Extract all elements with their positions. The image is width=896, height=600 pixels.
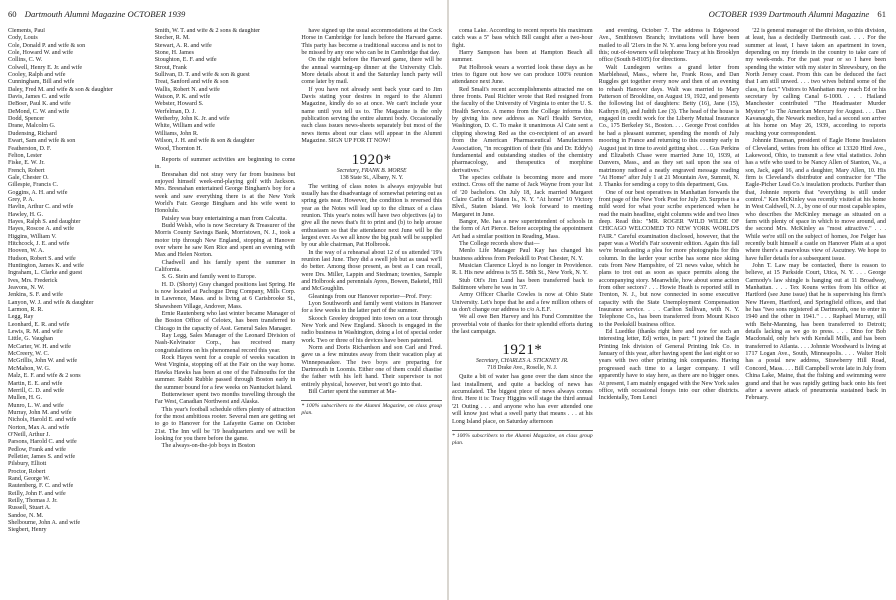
column-3 — [301, 28, 442, 596]
attendee-name: Cody, Louis — [8, 35, 38, 42]
attendee-name: Williams, John R. — [154, 130, 199, 137]
attendee-name: Siegbert, Henry — [8, 527, 47, 534]
attendee-name: Jeavons, N. W. — [8, 285, 45, 292]
attendee-name: Murray, John M. and wife — [8, 409, 72, 416]
attendee-name: Munro, L. W. and wife — [8, 402, 64, 409]
attendee-name: Parsons, Harold C. and wife — [8, 439, 77, 446]
attendee-name: Reilly, Thomas J. Jr. — [8, 498, 58, 504]
attendee-name: French, Robert — [8, 167, 45, 174]
class-year: 1920* — [351, 151, 392, 168]
attendee-list — [155, 28, 296, 153]
attendee-name: Grey, P. A. — [8, 196, 35, 203]
note-paragraph: Harry Sampson has been at Hampton Beach all summer. — [452, 50, 593, 64]
attendee-name: Gale, Chester O. — [8, 174, 49, 181]
attendee-name: Werfelman, D. J. — [154, 108, 196, 115]
attendee-name: Hayes, Roscoe A. and wife — [8, 226, 74, 233]
class-heading — [452, 342, 593, 372]
column-1 — [452, 28, 593, 596]
attendee-name: Collins, C. W. — [8, 57, 43, 64]
attendee-name: McCarter, W. H. and wife — [8, 343, 71, 350]
note-paragraph: Johnnie Eissman, president of Eagle Home Insulators of Cleveland, writes from his office at 13320 Hird Ave., Lakewood, Ohio, to transmit a few vital statistics. John has a wife who used to be Nancy Allen of Stanton, Va., a son, Jack, aged 16, and a daughter, Mary Allen, 10. His firm is Cleveland's distributor and contractor for "The Eagle-Picher Lead Co.'s insulation products. Further than that, Johnnie reports that "everything is still under control." Ken McKinley was recently visited at his home in West Caldwell, N. J., by one of our most capable spies, who describes the McKinley menage as situated on a farm with plenty of space in which to move around, and the second Mrs. McKinley as "most attractive." . . . While we're still on the subject of homes, Joe Felger has recently built himself a castle on Hanover Plain at a spot where there's a marvelous view of Ascutney. We hope to have fuller details for a subsequent issue. — [745, 138, 887, 262]
attendee-name: Treat, Sanford and wife & son — [154, 79, 229, 86]
issue-date: OCTOBER 1939 — [708, 9, 767, 19]
attendee-name: Clements, Paul — [8, 28, 45, 34]
attendee-name: Merrill, C. D. and wife — [8, 387, 65, 394]
attendee-name: Webster, Howard S. — [154, 101, 204, 108]
note-paragraph: Paisley was busy entertaining a man from Calcutta. — [161, 215, 287, 222]
attendee-name: Strout, Frank — [154, 64, 187, 71]
note-paragraph: Menlo Life Manager Paul Kay has changed his business address from Peekskill to Post Chester, N. Y. — [452, 248, 593, 262]
attendee-name: Daley, Fred M. and wife & son & daughter — [8, 86, 113, 93]
class-heading — [301, 152, 442, 182]
attendee-name: Smith, W. T. and wife & 2 sons & daughter — [154, 28, 261, 34]
note-paragraph: Ray Legg, Sales Manager of the Leonard Division of Nash-Kelvinator Corp., has received many congratulations on his phenomenal record this year. — [154, 333, 296, 354]
note-paragraph: H. D. (Shorty) Gray changed positions last Spring. He is now located at Pachogue Drug Company, Mills Corp. in Lawrence, Mass. and is living at 6 Carisbrooke St., Shawsheen Village, Andover, Mass. — [154, 281, 296, 310]
class-secretary: Secretary, FRANK B. MORSE — [336, 167, 407, 174]
attendee-name: Pedlow, Frank and wife — [8, 446, 66, 453]
right-page — [448, 0, 896, 600]
page-header — [8, 9, 438, 19]
note-paragraph: Budd Welsh, who is now Secretary & Treasurer of the Morris County Savings Bank, Morristown, N. J., took a motor trip through New England, stopping at Hanover over where he saw Ken Rice and spent an evening with Max and Helen Norton. — [154, 222, 296, 259]
note-paragraph: The species celibate is becoming more and more extinct. Cross off the name of Jack Wayne from your list of '20 bachelors. On July 18, Jack married Margaret Claire Carlin of Staten Is., N. Y. "At home" 10 Victory Blvd., Staten Island. We look forward to meeting Margaret in June. — [452, 174, 593, 218]
attendee-name: Norton, Max A. and wife — [8, 424, 70, 431]
attendee-name: Russell, Stuart A. — [8, 505, 51, 512]
column-2 — [155, 28, 296, 596]
attendee-name: Wallis, Robert N. and wife — [154, 86, 220, 93]
note-paragraph: The always-on-the-job boys in Boston — [161, 443, 256, 450]
attendee-name: Wilson, J. H. and wife & son & daughter — [154, 138, 255, 145]
class-year: 1921* — [502, 342, 543, 359]
attendee-name: Stone, H. James — [154, 50, 194, 57]
note-paragraph: Ernie Rautenberg who last winter became Manager of the Boston Office of Celotex, has been transferred to Chicago in the capacity of Asst. General Sales Manager. — [154, 311, 296, 332]
note-paragraph: Bresnahan did not stray very far from business but enjoyed himself week-end-playing golf with Jackson. Mrs. Bresnahan entertained George Bingham's boy for a week and saw everything there is at the New York World's Fair. George Bingham and his wife went to Honolulu. — [154, 171, 296, 215]
note-paragraph: Norm and Doris Richardson and son Carl and Fred. gave us a few minutes away from their vacation play at Winnepesaukee. The two boys are preparing for Dartmouth in Loomis. Either one of them could chastise the father with his left hand. Their supervisor is not entirely physical, however, but won't go into that. — [301, 345, 443, 388]
attendee-name: Leonhard, E. R. and wife — [8, 321, 70, 328]
attendee-name: Featherston, D. F. — [8, 145, 52, 152]
attendee-name: Goggins, A. H. and wife — [8, 189, 68, 196]
attendee-name: Cunningham, Bill and wife — [8, 79, 75, 86]
attendee-name: Havlin, Arthur C. and wife — [8, 204, 74, 211]
attendee-name: Legg, Ray — [8, 314, 34, 321]
magazine-title: Dartmouth Alumni Magazine — [768, 9, 870, 19]
attendee-name: Hawley, H. G. — [8, 211, 43, 218]
attendee-name: Davis, James C. and wife — [8, 94, 70, 101]
note-paragraph: The writing of class notes is always enjoyable but usually has the disadvantage of somewhat petering out as spring gets near. However, the condition is reversed this year as the Notes will lead up to the climax of a class reunion. This year's notes will have two objectives (a) to give all the news that's fit to print and (b) to help arouse enthusiasm so that the attendance next June will be the largest ever. As we all know the big push will be supplied by our able chairman, Pat Holbrook. — [301, 183, 443, 249]
attendee-name: Ewart, Sam and wife & son — [8, 138, 76, 145]
attendee-name: Lewis, R. M. and wife — [8, 329, 63, 336]
magazine-title: Dartmouth Alumni Magazine — [24, 9, 126, 19]
class-notes — [301, 184, 442, 397]
note-paragraph: Quite a bit of water has gone over the dam since the last installment, and quite a backlog of news has accumulated. The biggest piece of news always comes first. Here it is: Tracy Higgins will stage the third annual '21 Outing . . . and anyone who has ever attended one will know just what a swell party that means . . . at his Long Island place, on Saturday afternoon — [452, 374, 593, 425]
attendee-name: DeMond, C. W. and wife — [8, 108, 70, 115]
note-paragraph: Walt Lundegren writes a grand letter from Marblehead, Mass., where he, Frank Ross, and Dan Ruggles get together every now and then of an evening to rehash Hanover days. Walt was married to Mary Patterson of Brookline, on August 19, 1922, and presents the following list of daughters: Betty (16), Jane (15), Kathryn (8), and Judith Lee (3). The head of the house is engaged in credit work for the Liberty Mutual Insurance Co., 175 Berkeley St., Boston. . . . George Frost confides he had a pleasant summer, spending the month of July mooring in France and returning to this country early in August just in time to avoid getting shot. . . . Gus Perkins and Elizabeth Chase were married June 10, 1939, at Danvers, Mass., and as they set sail upon the sea of matrimony radioed a neatly engraved message reading "At Home" after July 1 at 21 Mountain Ave, Summit, N. J. Thanks for sending a copy to this department, Gus. — [598, 64, 740, 189]
attendee-name: Drane, Malcolm G. — [8, 123, 56, 130]
attendee-name: Sullivan, D. T. and wife & son & guest — [154, 72, 250, 79]
attendee-name: Jenkins, S. F. and wife — [8, 292, 63, 299]
note-paragraph: The College records show that— — [459, 240, 540, 247]
issue-date: OCTOBER 1939 — [127, 9, 186, 19]
attendee-name: Rand, George W. — [8, 475, 50, 482]
note-paragraph: Buttenwieser spent two months travelling through the Far West, Canadian Northwest and Alaska. — [154, 391, 296, 406]
attendee-name: Wood, Thornton H. — [154, 145, 203, 152]
note-paragraph: Bangor, Me. has a new superintendent of schools in the form of Art Pierce. Before accepting the appointment Art had a similar position in Reading, Mass. — [452, 218, 593, 240]
secretary-address: 138 State St., Albany, N. Y. — [339, 174, 404, 181]
attendee-name: White, William and wife — [154, 123, 215, 130]
note-paragraph: have signed up the usual accommodations at the Cock Horse in Cambridge for lunch before the Harvard game. This party has become a traditional success and is not to be missed by any one who can be in Cambridge that day. — [301, 28, 443, 57]
note-paragraph: Reports of summer activities are beginning to come in. — [154, 156, 296, 171]
note-paragraph: Red Smali's recent accomplishments attracted me on three fronts. Paul Richter wrote that Red resigned from the faculty of the University of Virginia to enter the U. S. Health Service. A memo from the College informs this by giving his new address as Nat'l Health Service, Washington, D. C. To make it unanimous Al Cate sent a clipping showing Red as the co-recipient of an award from the American Pharmaceutical Manufacturers Association, "in recognition of their (his and Dr. Eddy's) fundamental and outstanding studies of the chemistry pharmacology, and therapeutics of morphine derivatives." — [452, 86, 593, 174]
note-paragraph: Army Officer Charlie Cowles is now at Ohio State University. Let's hope that he and a few million others of us don't change our address to c/o A.E.F. — [452, 292, 593, 314]
attendee-name: DeBoer, Paul K. and wife — [8, 101, 71, 108]
footnote: * 100% subscribers to the Alumni Magazine, on class group plan. — [301, 400, 442, 417]
note-paragraph: This year's football schedule offers plenty of attraction for the most ambitious rooter. Several men are getting set to go to Hanover for the Lafayette Game on October 21st. The Inn will be '19 headquarters and we will be looking for you there before the game. — [154, 406, 296, 442]
class-notes — [452, 374, 593, 425]
attendee-name: Larmon, R. R. — [8, 307, 44, 314]
class-secretary: Secretary, CHARLES A. STICKNEY JR. — [476, 358, 569, 365]
note-paragraph: John T. Law may be contacted, there is reason to believe, at 15 Parkside Court, Utica, N. Y. . . . George Carmody's law shingle is hanging out at 11 Broadway, Manhattan. . . . Tex Kouns writes from his office at Hartford (see June issue) that he is supervising his firm's New Haven, Hartford, and Springfield offices, and that he has "two sons registered at Dartmouth, one to enter in 1940 and the other in 1941." . . . Raphael Murray, still with Behr-Manning, has been transferred to Detroit; details lacking as we go to press. . . . Dino for Bob Macdonald, only he's with Kendall Mills, and has been transferred to Atlanta. . . . Johnnie Woodward is living at 1717 Logan Ave., South, Minneapolis. . . . Walter Holt has a postal new address, Strawberry Hill Road, Concord, Mass. . . . Bill Campbell wrote late in July from China Lake, Maine, that the fishing and swimming were grand and that he was rapidly getting back onto his feet after a severe attack of pneumonia sustained back in February. — [745, 263, 887, 402]
column-1 — [8, 28, 149, 596]
attendee-name: Cole, Howard W. and wife — [8, 50, 73, 57]
attendee-name: Stoughton, E. F. and wife — [154, 57, 217, 64]
note-paragraph: and evening, October 7. The address is Edgewood Ave., Smithtown Branch; invitations will have been mailed to all '21ers in the N. Y. area long before you read this; out-of-towners will telephone Tracy at his Brooklyn office (South 8-8105) for directions. — [598, 28, 740, 64]
footnote: * 100% subscribers to the Alumni Magazine, on class group plan. — [452, 430, 593, 447]
attendee-name: Ingraham, L. Clarke and guest — [8, 270, 83, 277]
attendee-name: Lanyon, W. J. and wife & daughter — [8, 299, 94, 306]
note-paragraph: Ed Luedtke (thanks right here and now for such an interesting letter, Ed) writes, in part: "I joined the Eagle Printing Ink division of General Printing Ink Co. in January of this year, after having spent the last eight or so years with two other printing ink companies. Having progressed each time to a larger company. I will apparently have to stay here, as there are no bigger ones. At present, I am mainly engaged with the New York sales office, with occasional forays into our other districts. Incidentally, Tom Lenci — [598, 329, 740, 402]
attendee-name: Dodd, Spencer — [8, 116, 45, 123]
attendee-name: Sandoe, N. M. — [8, 512, 44, 519]
note-paragraph: We all owe Ben Harvey and his Fund Committee the proverbial vote of thanks for their splendid efforts during the last campaign. — [452, 314, 593, 336]
note-paragraph: S. G. Stein and family went to Europe. — [161, 274, 257, 281]
note-paragraph: If you have not already sent back your card to Jim Davis stating your desires in regard to the Alumni Magazine, kindly do so at once. We can't include your name until you tell us to. The Magazine is the only publication serving the entire alumni body. Occasionally each class issues news-sheets separately but most of the news items about our class will appear in the Alumni Magazine. SIGN UP FOR IT NOW! — [301, 86, 443, 145]
column-3 — [745, 28, 886, 596]
column-2 — [599, 28, 740, 596]
attendee-name: O'Neill, Arthur J. — [8, 431, 51, 438]
attendee-name: Martin, E. E. and wife — [8, 380, 63, 387]
note-paragraph: Musician Clarence Lloyd is no longer in Providence. R. I. His new address is 55 E. 58th St., New York, N. Y. — [452, 263, 593, 277]
attendee-name: McGrillis, John W. and wife — [8, 358, 78, 365]
attendee-name: Felton, Lester — [8, 152, 42, 159]
attendee-name: Nichols, Harold E. and wife — [8, 417, 77, 424]
page-number: 60 — [8, 9, 17, 19]
attendee-name: Rautenberg, F. C. and wife — [8, 483, 74, 490]
attendee-name: Reilly, John F. and wife — [8, 490, 66, 497]
attendee-name: Pilsbury, Elliott — [8, 461, 47, 468]
attendee-name: Wetherby, John K. Jr. and wife — [154, 116, 230, 123]
attendee-name: Hayes, Ralph S. and daughter — [8, 218, 81, 225]
note-paragraph: Bill Carter spent the summer at Ma- — [308, 389, 397, 396]
attendee-name: Hudson, Robert S. and wife — [8, 255, 76, 262]
attendee-name: Colwell, Henry E. Jr. and wife — [8, 64, 83, 71]
attendee-name: McMahon, W. G. — [8, 365, 51, 372]
note-paragraph: Pat Holbrook wears a worried look these days as he tries to figure out how we can produce 100% reunion attendance next June. — [452, 64, 593, 86]
note-paragraph: Chadwell and his family spent the summer in California. — [154, 259, 296, 273]
attendee-name: Hitchcock, J. E. and wife — [8, 240, 70, 247]
attendee-name: Watson, P. K. and wife — [154, 94, 211, 101]
attendee-name: McCreery, W. C. — [8, 351, 50, 358]
attendee-name: Stecher, R. M. — [154, 35, 190, 42]
attendee-name: Proctor, Robert — [8, 468, 46, 475]
note-paragraph: On the night before the Harvard game, there will be the annual warming-up dinner at the University Club. More details about it and the Saturday lunch party will come later by mail. — [301, 57, 443, 86]
attendee-name: Gillespie, Francis C. — [8, 182, 59, 189]
attendee-name: Higgins, William V. — [8, 233, 57, 240]
attendee-name: Little, G. Vaughan — [8, 336, 53, 343]
note-paragraph: '22 is general manager of the division, so this division, at least, has a decidedly Dartmouth cast. . . . For the summer at least, I have taken an apartment in town, depending on my friends in the country to take care of my week-ends. For the past year or so I have been spending the winter with my sister in Shrewsbury, on the North Jersey coast. From this can be deduced the fact that I am still unwed. . . . two wives behind some of the class, in fact." Visitors to Manhattan may reach Ed or his secretary by calling Canal 6-1000. . . . Hailand Manchester contributed "The Headmaster Murder Mystery" to The American Mercury for August. . . . Dan Kavanaugh, the Newark medico, had a second son arrive at his home on May 26, 1939, according to reports reaching your correspondent. — [745, 28, 887, 137]
note-paragraph: In the way of a rehearsal about 12 of us attended '19's reunion last June. They did a swell job but as usual we'll do better. Among those present, as best as I can recall, were Drs. Miller, Lappin and Stedman; townies, Sample and Holbrook and perennials Ayres, Bowen, Baketel, Hill and McGoughlin. — [301, 249, 443, 293]
attendee-name: Mullen, H. G. — [8, 395, 43, 402]
attendee-name: Stewart, A. R. and wife — [154, 42, 212, 49]
class-notes — [155, 157, 296, 451]
attendee-name: Cole, Donald P. and wife & son — [8, 42, 86, 49]
note-paragraph: coma Lake. According to recent reports his maximum catch was a 5" bass which Bill caught after a two-hour fight. — [452, 28, 593, 49]
attendee-name: Dudensing, Richard — [8, 130, 57, 137]
note-paragraph: One of our best operatives in Manhattan forwards the front page of the New York Post for July 20. Surprise is a mild word for what your scribe experienced when he read the main headline, eight columns wide and two lines deep. Read this: "MR. ROGER 'WILD WILDE OF CHICAGO WELCOMED TO NEW YORK WORLD'S FAIR." Careful examination disclosed, however, that the paper was a World's Fair souvenir edition. Again this fall we're broadcasting a plea for more photographs for this column. In the larder your scribe has some nice skiing cuts from New Hampshire, of '21 news value, which he plans to trot out as soon as space permits along the accompanying story. Meanwhile, how about some action from other sectors? . . . Howie Heath is reported still in Trenton, N. J., but now connected in some executive capacity with the State Unemployment Compensation Insurance service. . . . Carlton Sullivan, with N. Y. Telephone Co., has been transferred from Mount Kisco to the Peekskill business office. — [598, 189, 740, 328]
attendee-name: Fiske, E. W. Jr. — [8, 160, 45, 167]
attendee-name: Shelbourne, John A. and wife — [8, 520, 81, 527]
attendee-name: Pelletier, James S. and wife — [8, 453, 76, 460]
note-paragraph: Lyon Southworth and family went visitors in Hanover for a few weeks in the latter part of the summer. — [301, 301, 443, 315]
attendee-name: Malz, E. F. and wife & 2 sons — [8, 373, 81, 380]
attendee-name: Huntington, James K. and wife — [8, 263, 84, 269]
attendee-name: Hooven, W. A. — [8, 248, 45, 255]
note-paragraph: Rock Hayes went for a couple of weeks vacation in West Virginia, stopping off at the Fair on the way home. Hawka Hawks has been at one of the Falmouths for the summer. Rabbi Rubble passed through Boston early in the summer bound for a few weeks on Nantucket Island. — [154, 355, 296, 391]
class-notes — [452, 28, 593, 336]
note-paragraph: Stub Ott's Jim Lund has been transferred back to Baltimore where he was in '37. — [452, 277, 593, 292]
page-header — [456, 9, 886, 19]
note-paragraph: Skooch Greeley dropped into town on a tour through New York and New England. Skooch is engaged in the radio business in Washington, doing a lot of special order work. Two or three of his devices have been patented. — [301, 315, 443, 344]
page-number: 61 — [877, 9, 886, 19]
note-paragraph: Gleanings from our Hanover reporter—Prof. Frey: — [308, 293, 432, 300]
attendee-name: Cooley, Ralph and wife — [8, 72, 66, 79]
class-notes — [301, 28, 442, 146]
attendee-name: Ives, Mrs. Frederick — [8, 277, 58, 284]
secretary-address: 718 Drake Ave., Roselle, N. J. — [487, 365, 558, 372]
